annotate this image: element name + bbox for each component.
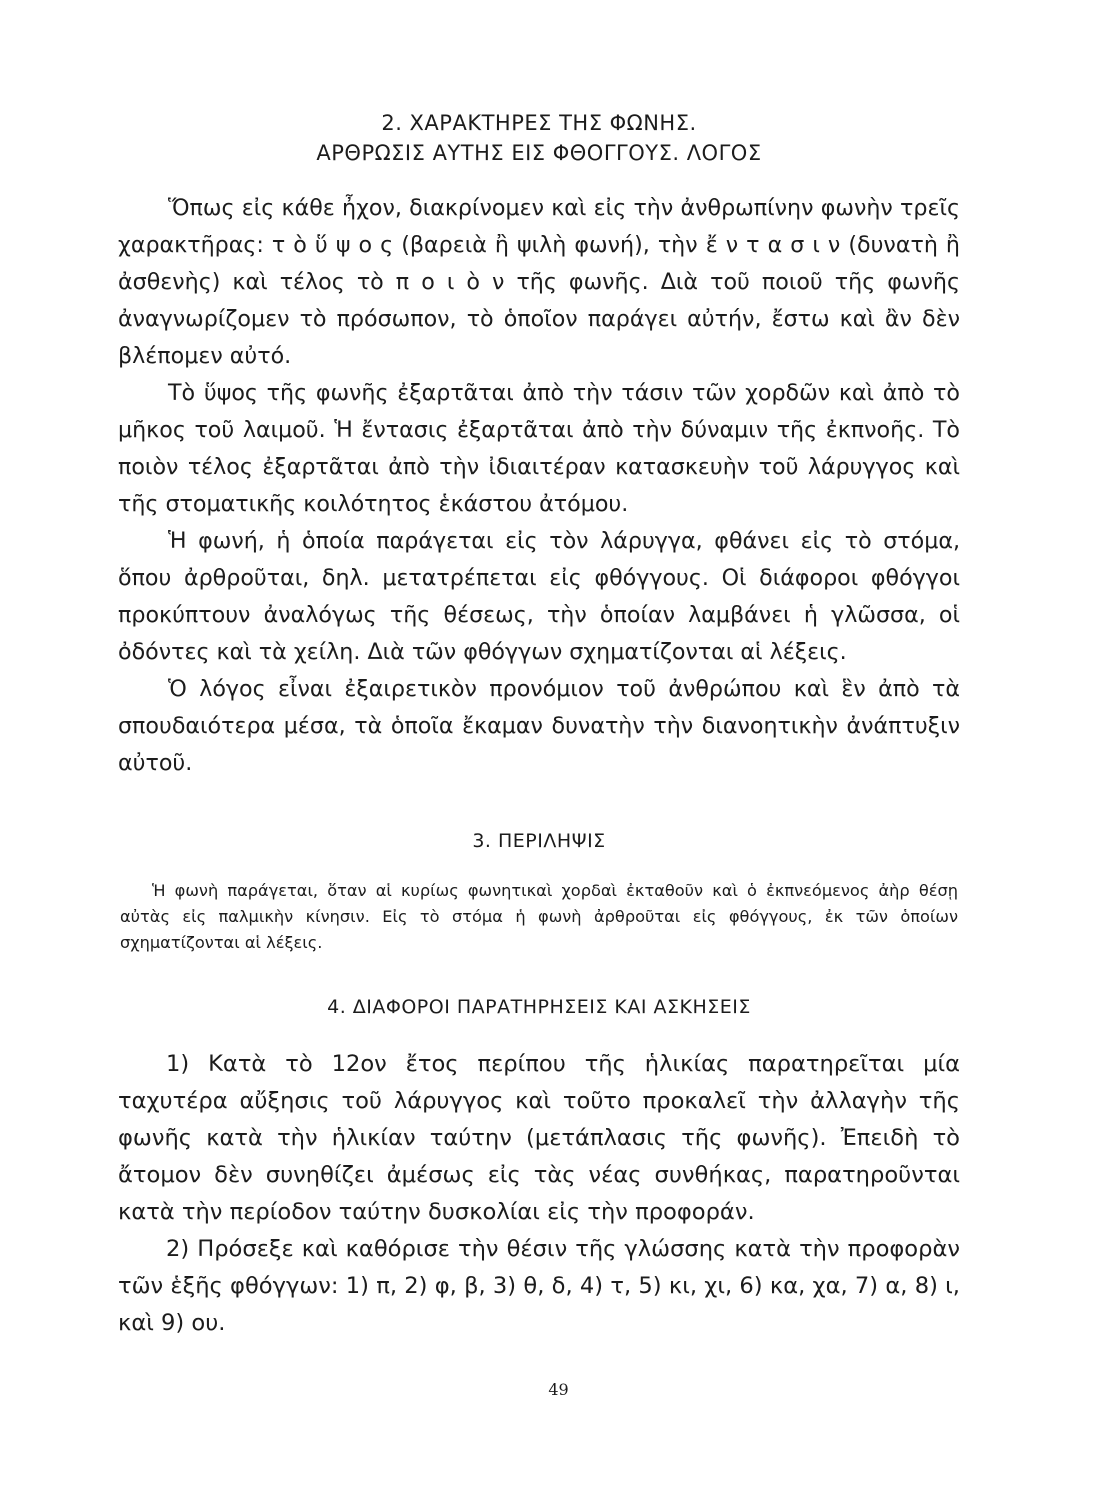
page-number: 49 xyxy=(548,1380,569,1399)
exercise-item: 1) Κατὰ τὸ 12ον ἔτος περίπου τῆς ἡλικίας παρατηρεῖται μία ταχυτέρα αὔξησις τοῦ λάρυγγος καὶ τοῦτο προκαλεῖ τὴν ἀλλαγὴν τῆς φωνῆς κατὰ τὴν ἡλικίαν ταύτην (μετάπλασις τῆς φωνῆς). Ἐπειδὴ τὸ ἄτομον δὲν συνηθίζει ἀμέσως εἰς τὰς νέας συνθήκας, παρατηροῦνται κατὰ τὴν περίοδον ταύτην δυσκολίαι εἰς τὴν προφοράν. xyxy=(118,1051,960,1225)
section-3-title: 3. ΠΕΡΙΛΗΨΙΣ xyxy=(472,830,606,852)
section-2-body xyxy=(118,190,960,782)
paragraph: Ὁ λόγος εἶναι ἐξαιρετικὸν προνόμιον τοῦ ἀνθρώπου καὶ ἓν ἀπὸ τὰ σπουδαιότερα μέσα, τὰ ὁποῖα ἔκαμαν δυνατὴν τὴν διανοητικὴν ἀνάπτυξιν αὐτοῦ. xyxy=(118,676,960,776)
paragraph: Τὸ ὕψος τῆς φωνῆς ἐξαρτᾶται ἀπὸ τὴν τάσιν τῶν χορδῶν καὶ ἀπὸ τὸ μῆκος τοῦ λαιμοῦ. Ἡ ἔντασις ἐξαρτᾶται ἀπὸ τὴν δύναμιν τῆς ἐκπνοῆς. Τὸ ποιὸν τέλος ἐξαρτᾶται ἀπὸ τὴν ἰδιαιτέραν κατασκευὴν τοῦ λάρυγγος καὶ τῆς στοματικῆς κοιλότητος ἑκάστου ἀτόμου. xyxy=(118,380,960,517)
exercise-item: 2) Πρόσεξε καὶ καθόρισε τὴν θέσιν τῆς γλώσσης κατὰ τὴν προφορὰν τῶν ἑξῆς φθόγγων: 1) π, 2) φ, β, 3) θ, δ, 4) τ, 5) κι, χι, 6) κα, χα, 7) α, 8) ι, καὶ 9) ου. xyxy=(118,1236,960,1336)
section-4-body xyxy=(118,1046,960,1342)
section-4-title: 4. ΔΙΑΦΟΡΟΙ ΠΑΡΑΤΗΡΗΣΕΙΣ ΚΑΙ ΑΣΚΗΣΕΙΣ xyxy=(327,996,751,1018)
paragraph: Ὅπως εἰς κάθε ἦχον, διακρίνομεν καὶ εἰς τὴν ἀνθρωπίνην φωνὴν τρεῖς χαρακτῆρας: τ ὸ ὕ ψ ο ς (βαρειὰ ἢ ψιλὴ φωνή), τὴν ἔ ν τ α σ ι ν (δυνατὴ ἢ ἀσθενὴς) καὶ τέλος τὸ π ο ι ὸ ν τῆς φωνῆς. Διὰ τοῦ ποιοῦ τῆς φωνῆς ἀναγνωρίζομεν τὸ πρόσωπον, τὸ ὁποῖον παράγει αὐτήν, ἔστω καὶ ἂν δὲν βλέπομεν αὐτό. xyxy=(118,195,960,369)
section-2-title-line1: 2. ΧΑΡΑΚΤΗΡΕΣ ΤΗΣ ΦΩΝΗΣ. xyxy=(381,111,697,135)
section-2-heading xyxy=(118,108,960,168)
paragraph: Ἡ φωνή, ἡ ὁποία παράγεται εἰς τὸν λάρυγγα, φθάνει εἰς τὸ στόμα, ὅπου ἀρθροῦται, δηλ. μετατρέπεται εἰς φθόγγους. Οἱ διάφοροι φθόγγοι προκύπτουν ἀναλόγως τῆς θέσεως, τὴν ὁποίαν λαμβάνει ἡ γλῶσσα, οἱ ὀδόντες καὶ τὰ χείλη. Διὰ τῶν φθόγγων σχηματίζονται αἱ λέξεις. xyxy=(118,528,960,665)
summary-paragraph: Ἡ φωνὴ παράγεται, ὅταν αἱ κυρίως φωνητικαὶ χορδαὶ ἐκταθοῦν καὶ ὁ ἐκπνεόμενος ἀὴρ θέσῃ αὐτὰς εἰς παλμικὴν κίνησιν. Εἰς τὸ στόμα ἡ φωνὴ ἀρθροῦται εἰς φθόγγους, ἐκ τῶν ὁποίων σχηματίζονται αἱ λέξεις. xyxy=(120,881,958,952)
section-2-title-line2: ΑΡΘΡΩΣΙΣ ΑΥΤΗΣ ΕΙΣ ΦΘΟΓΓΟΥΣ. ΛΟΓΟΣ xyxy=(316,141,762,165)
page-content xyxy=(118,108,960,1342)
